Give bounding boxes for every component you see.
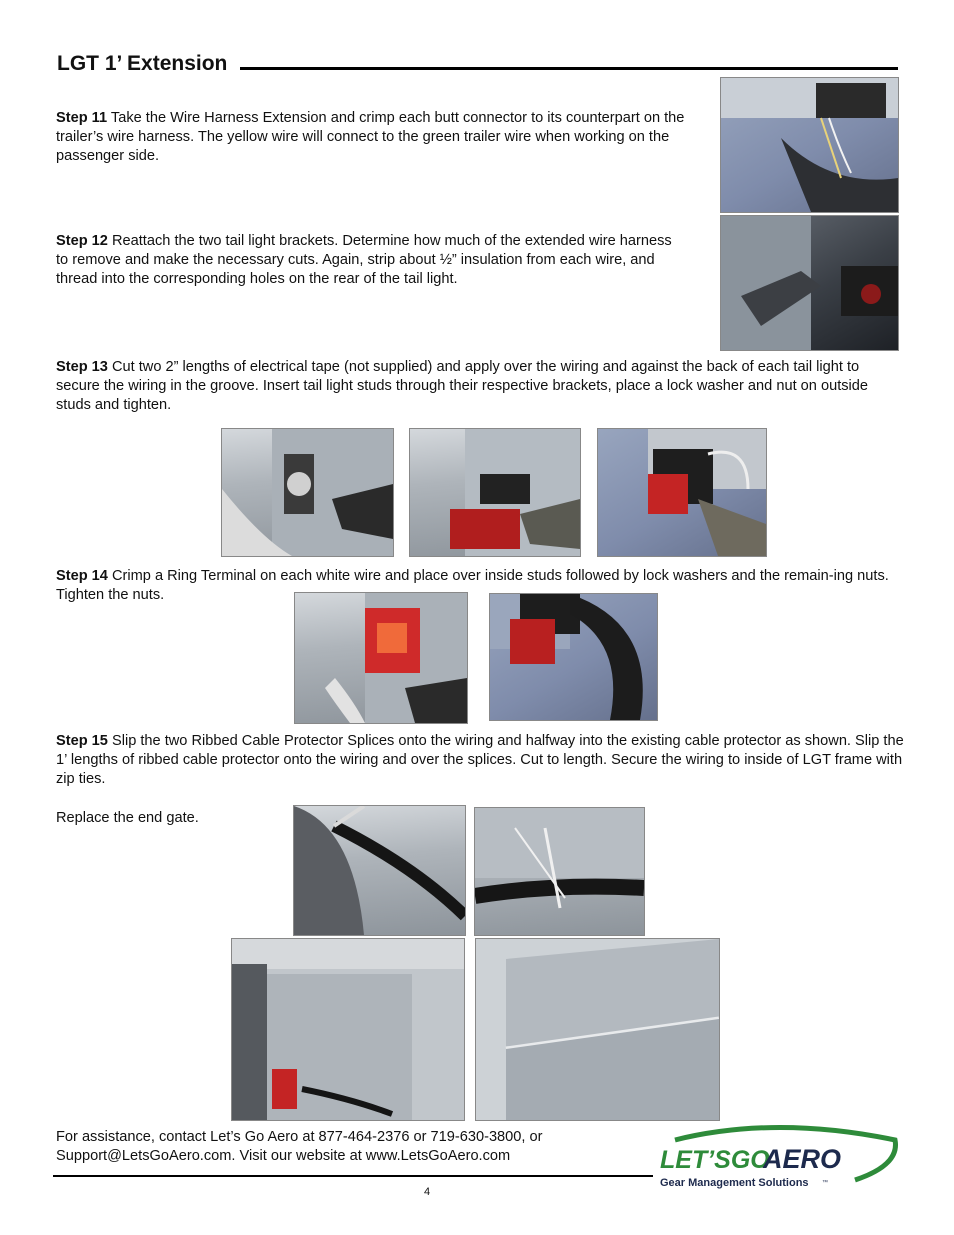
- contact-info: [56, 1128, 543, 1166]
- page-number: 4: [424, 1186, 431, 1198]
- step-14: [56, 567, 901, 605]
- page-title: LGT 1’ Extension: [57, 52, 228, 75]
- step-15-photo-2: [474, 807, 645, 936]
- step-13-text: Cut two 2” lengths of electrical tape (not supplied) and apply over the wiring and against the back of each tail light to secure the wiring in the groove. Insert tail light studs through their respective brackets, place a lock washer and nut on outside studs and tighten.: [56, 359, 869, 413]
- step-15-photo-4: [475, 938, 720, 1121]
- logo-lets-go: LET’SGO: [660, 1146, 770, 1174]
- step-13-photo-3: [597, 428, 767, 557]
- step-13-photo-1: [221, 428, 394, 557]
- step-14-photo-2: [489, 593, 658, 721]
- logo-aero: AERO: [763, 1144, 842, 1174]
- contact-line-1: For assistance, contact Let’s Go Aero at 877-464-2376 or 719-630-3800, or: [56, 1129, 543, 1145]
- step-11: [56, 109, 701, 166]
- letsgoaero-logo: [655, 1120, 900, 1192]
- step-11-text: Take the Wire Harness Extension and crimp each butt connector to its counterpart on the trailer’s wire harness. The yellow wire will connect to the green trailer wire when working on the passenger side.: [56, 110, 685, 164]
- contact-line-2: Support@LetsGoAero.com. Visit our website at www.LetsGoAero.com: [56, 1148, 511, 1164]
- logo-tagline: Gear Management Solutions: [660, 1177, 809, 1189]
- step-15-photo-1: [293, 805, 466, 936]
- step-14-label: Step 14: [56, 568, 108, 584]
- step-15-text: Slip the two Ribbed Cable Protector Splices onto the wiring and halfway into the existing cable protector as shown. Slip the 1’ lengths of ribbed cable protector onto the wiring and over the splices. Cut to length. Secure the wiring to inside of LGT frame with zip ties.: [56, 733, 904, 787]
- step-14-text: Crimp a Ring Terminal on each white wire and place over inside studs followed by lock washers and the remain-ing nuts. Tighten the nuts.: [56, 568, 889, 603]
- step-12-label: Step 12: [56, 233, 108, 249]
- step-15: [56, 732, 904, 789]
- step-14-photo-1: [294, 592, 468, 724]
- title-rule: [240, 67, 898, 70]
- step-12-photo: [720, 215, 899, 351]
- logo-trademark: ™: [822, 1180, 828, 1186]
- step-13-photo-2: [409, 428, 581, 557]
- step-15-photo-3: [231, 938, 465, 1121]
- footer-rule: [53, 1175, 653, 1177]
- final-instruction: Replace the end gate.: [56, 810, 199, 826]
- step-13: [56, 358, 901, 415]
- step-12: [56, 232, 676, 289]
- step-15-label: Step 15: [56, 733, 108, 749]
- step-12-text: Reattach the two tail light brackets. Determine how much of the extended wire harness to remove and make the necessary cuts. Again, strip about ½” insulation from each wire, and thread into the corresponding holes on the rear of the tail light.: [56, 233, 672, 287]
- step-11-label: Step 11: [56, 110, 108, 126]
- step-11-photo: [720, 77, 899, 213]
- step-13-label: Step 13: [56, 359, 108, 375]
